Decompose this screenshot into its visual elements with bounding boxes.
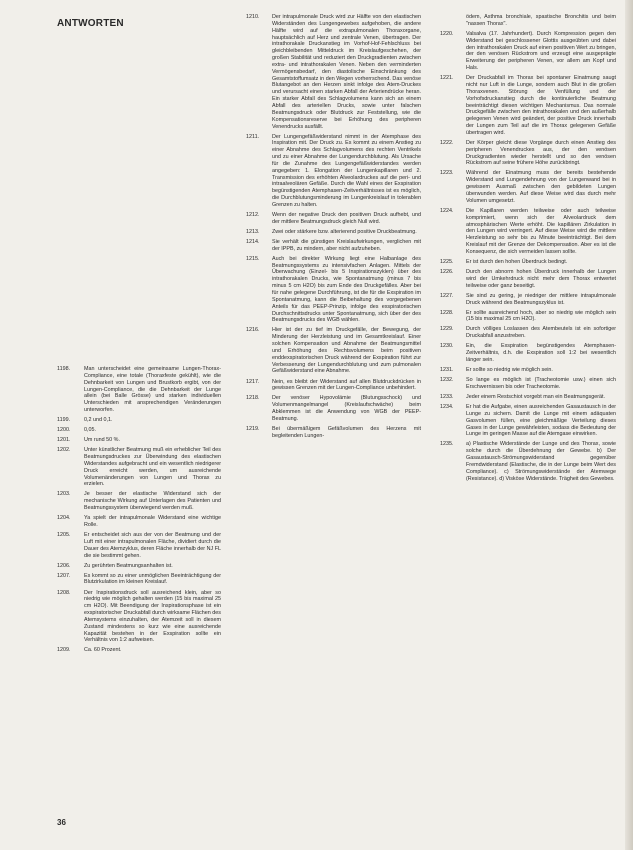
answer-text: Wenn der negative Druck den positiven Druck aufhebt, und der mittlere Beatmungsdruck gleich Null wird.	[272, 212, 421, 225]
answer-text: Ein, die Exspiration begünstigendes Atemphasen-Zeitverhältnis, d.h. die Exspiration soll 1:2 bei wesentlich länger sein.	[466, 343, 616, 364]
answer-number: 1220.	[440, 30, 454, 37]
answer-text: Zwei oder stärkere bzw. alterierend positive Druckbeatmung.	[272, 228, 417, 235]
answer-entry	[57, 590, 221, 645]
answer-text: Durch den abnorm hohen Überdruck innerhalb der Lungen wird der Umkehrdruck nicht mehr dem Thorax entwertet teilweise oder ganz beseitigt.	[466, 269, 616, 289]
answer-text: Hier ist der zu tief im Druckgefälle, der Bewegung, der Minderung der Herzleistung und im Gesamtkreislauf. Einer solchen Kompensation und Abnahme der Beatmungsmittel und Erhöhung des Rechtsvolumens beim positiven enddexspiratorischen Druck während der Exspiration führt zur Verbesserung der Lungendurchblutung und zum pulmonalen Gefäßwiderstand eine Abnahme.	[272, 327, 421, 375]
answer-entry	[246, 212, 421, 226]
answer-entry	[246, 14, 421, 130]
answer-number: 1208.	[57, 589, 71, 596]
answer-text: Der intrapulmonale Druck wird zur Hälfte von den elastischen Widerständen des Lungengewebes aufgehoben, die andere Hälfte wird auf die extrapulmonalen Thoraxorgane, hauptsächlich auf Herz und zentrale Venen, übertragen. Der intrathorakale Druckanstieg im Vorhof-Hof-Fehlschluss bei gleichbleibenden Mitteldruck im Kreislaufgeschehen, der großen Stabilität und reduziert den Druckgradienten zwischen extra- und intrathorakalen Venen. Neben den verminderten Vermögensbedarf, den diastolische Einschränkung des Gesamtstoffumsatz in den Wegen vorherrschend. Das venöse Blutangebot an den Herzen sinkt infolge des Atem-Druckes und verursacht einen starken Abfall der Arteriendrücke heran. Ein starker Abfall des Schlagvolumens kann sich an einem Abfall des arteriellen Drucks, sowie unter falschen Beatmungsdruck oder Blutdruck zur Feststellung, wie die Kompensationsreserve bei Erhöhung des peripheren Venendrucks ausfällt.	[272, 14, 421, 130]
answer-text: Unter künstlicher Beatmung muß ein erheblicher Teil des Beatmungsdruckes zur Überwindung des elastischen Widerstandes aufgebracht und ein wesentlich niedrigerer Druck erreicht werden, um ausreichende Volumenänderungen von Lungen und Thorax zu erzielen.	[84, 447, 221, 488]
answer-entry	[440, 343, 616, 364]
answer-number: 1218.	[246, 395, 260, 402]
answer-number: 1210.	[246, 14, 260, 20]
answer-text: Bei übermäßigem Gefäßvolumen des Herzens mit begleitenden Lungen-	[272, 425, 421, 439]
answer-entry	[440, 441, 616, 482]
answer-number: 1226.	[440, 269, 454, 275]
answer-text: 0,2 und 0,1.	[84, 417, 113, 424]
answer-entry	[57, 532, 221, 559]
answer-text: 0,05.	[84, 427, 96, 434]
answer-text: Der venöser Hypovolämie (Blutungsschock) und Volumenmangelmangel (Kreislaufschwäche) beim Abklemmen ist die Anwendung von WGB der PEEP-Beatmung.	[272, 395, 421, 422]
answer-number: 1228.	[440, 309, 454, 316]
answer-text: Je besser der elastische Widerstand sich der mechanische Wirkung auf Unterlagen des Patienten und Beatmungssystem überwiegend werden muß.	[84, 491, 221, 512]
answer-number: 1229.	[440, 326, 454, 333]
answer-entry	[246, 327, 421, 375]
answer-number: 1204.	[57, 515, 71, 522]
answer-entry	[440, 310, 616, 324]
answer-number: 1221.	[440, 75, 454, 82]
answer-entry	[246, 379, 421, 393]
answer-text: Zu gerührten Beatmungsanhalten ist.	[84, 562, 173, 569]
answer-text: ödem, Asthma bronchiale, spastische Bronchitis und beim "nassen Thorax".	[466, 14, 616, 27]
answer-number: 1199.	[57, 417, 71, 424]
answer-number: 1209.	[57, 647, 71, 654]
answer-entry	[57, 515, 221, 529]
answer-entry	[57, 647, 221, 654]
answer-number: 1217.	[246, 378, 260, 385]
answer-number: 1227.	[440, 292, 454, 299]
answer-number: 1206.	[57, 562, 71, 569]
answer-number: 1235.	[440, 441, 454, 448]
answers-column-1	[57, 366, 221, 657]
answer-text: Ya spielt der intrapulmonale Widerstand eine wichtige Rolle.	[84, 515, 221, 528]
answer-number: 1198.	[57, 366, 71, 372]
answer-entry	[440, 14, 616, 28]
answer-text: Durch völliges Loslassen des Atembeutels ist ein sofortiger Druckabfall anzustreben.	[466, 326, 616, 340]
answer-entry	[57, 491, 221, 512]
answer-number: 1230.	[440, 343, 454, 350]
answer-number: 1232.	[440, 377, 454, 384]
answer-entry	[440, 269, 616, 290]
answer-entry	[440, 326, 616, 340]
answer-entry	[440, 377, 616, 391]
answer-text: Der Druckabfall im Thorax bei spontaner Einatmung saugt nicht nur Luft in die Lunge, sondern auch Blut in die großen Thoraxvenen. Störung der Venfüllung und der Vorhofsdruckanstieg durch die kontinuierliche Beatmung beeinträchtigt diesen wichtigen Mechanismus. Das normale Druckgefälle zwischen den intrathorakalen und den außerhalb gelegenen Venen wird geändert, der positive Druck innerhalb der Lungen zum Teil auf die im Thorax gelegenen Gefäße übertragen wird.	[466, 75, 616, 136]
answer-number: 1231.	[440, 367, 454, 374]
answer-entry	[57, 447, 221, 488]
answer-text: Um rund 50 %.	[84, 437, 120, 444]
answer-text: Der Körper gleicht diese Vorgänge durch einen Anstieg des peripheren Venendruckes aus, der den venösen Druckgradienten wieder herstellt und so den venösen Rückstrom auf seine frühere Höhe zurückbringt.	[466, 139, 616, 167]
answer-entry	[246, 426, 421, 440]
answer-entry	[440, 293, 616, 307]
answer-number: 1211.	[246, 133, 260, 140]
answer-number: 1234.	[440, 404, 454, 410]
answer-text: Er ist durch den hohen Überdruck bedingt.	[466, 258, 568, 265]
answer-number: 1216.	[246, 327, 260, 334]
answer-entry	[440, 404, 616, 438]
answer-text: Auch bei direkter Wirkung liegt eine Halbanlage des Beatmungssystems zu intensivfachen Anlagen. Mittels der Überwachung (Einzel- bis 5 Inspirationszyklen) über des intrathorakalen Drucks, wie Spontanatmung (minus 7 bis minus 5 cm H2O) bis zum Ende des Druckgefälles. Aber bei für nahe gelegene Durchführung, ist die für die Exspiration im Spontanatmung, kann die Beibehaltung des vorgegebenen Anteils für das PEEP-Prinzip, infolge des exspiratorischen Durchschnittsdrucks unter Spontanatmung, sich über der des Beatmungsdrucks des WGB wählen.	[272, 255, 421, 324]
answer-entry	[246, 256, 421, 324]
answer-entry	[57, 366, 221, 414]
answer-number: 1202.	[57, 447, 71, 454]
answer-text: Sie sind zu gering, je niedriger der mittlere intrapulmonale Druck während des Beatmungszyklus ist.	[466, 292, 616, 306]
answer-number: 1214.	[246, 238, 260, 245]
page-title: ANTWORTEN	[57, 18, 124, 29]
answer-number: 1212.	[246, 212, 260, 218]
page-binding-edge	[625, 0, 633, 850]
answer-entry	[246, 134, 421, 209]
answer-text: Er hat die Aufgabe, einen ausreichenden Gasaustausch in der Lunge zu sichern. Damit die Lunge mit einem adäquaten Gasvolumen füllen, eine gleichmäßige Verteilung dieses Gases in der Lunge gewährleisten, sodass die Bedeutung der Lunge im geringen Masse auf die Atemgase einwirken.	[466, 404, 616, 438]
answer-entry	[57, 427, 221, 434]
answer-entry	[440, 75, 616, 137]
answer-text: Der Inspirationsdruck soll ausreichend klein, aber so niedrig wie möglich gehalten werden (15 bis maximal 25 cm H2O). Mit Beendigung der Inspirationsphase ist ein exspiratorischer Druckabfall durch wirksame Flächen des Atemsystems einzuhalten, der Atemzeit soll in diesem Zustand mindestens so kurz wie eine ausreichende Kapazität bestehen in der Exspiration sollte ein Verhältnis von 1:2 aufweisen.	[84, 589, 221, 644]
answer-entry	[440, 259, 616, 266]
answers-column-2	[246, 14, 421, 443]
answer-text: Jeder einem Restschiot vorgebt man ein Beatmungsgerät.	[466, 393, 606, 400]
answer-number: 1200.	[57, 427, 71, 434]
answer-text: Er sollte so niedrig wie möglich sein.	[466, 367, 553, 374]
answer-number: 1222.	[440, 139, 454, 146]
answer-text: Der Lungengefäßwiderstand nimmt in der Atemphase des Inspiration mit. Der Druck zu. Es kommt zu einem Anstieg zu einer Abnahme des Schlagvolumens des rechten Ventrikels und zu einer Abnahme der Lungendurchblutung. Als Ursache für die Zunahme des Lungengefäßwiderstandes werden angegeben: 1. Elongation der Lungenkapillaren und 2. Transmission des erhöhten Alveolardruckes auf die peri- und intraalveolären Gefäße. Durch die Wahl eines der Exspiration begünstigenden Atemphasen-Zeitverhältnisses ist es möglich, die Durchblutungsminderung im Lungenkreislauf in tolerablen Grenzen zu halten.	[272, 133, 421, 208]
answer-entry	[440, 208, 616, 256]
answer-number: 1223.	[440, 170, 454, 177]
answer-entry	[57, 573, 221, 587]
answer-text: Valsalva (17. Jahrhundert). Durch Kompression gegen den Widerstand bei geschlossener Glottis ausgeübten und dabei den intrathorakalen Druck auf einen positiven Wert zu bringen, der den venösen Rückstrom und erzeugt eine ausgeprägte Erweiterung der peripheren Venen, vor allem am Kopf und Hals.	[466, 30, 616, 72]
answers-column-3	[440, 14, 616, 486]
answer-entry	[246, 229, 421, 236]
answer-text: Man unterscheidet eine gemeinsame Lungen-Thorax-Compliance, eine totale (Thoraxfeste gekühlt), wie die Dehnbarkeit von Lungen und Brustkorb ergibt, von der Lungen-Compliance, die die Dehnbarkeit der Lunge allein (bei Balle Grösse) und starken individuellen Unterschieden mit ansprechendigen Veränderungen unterworfen.	[84, 366, 221, 414]
answer-entry	[57, 437, 221, 444]
answer-number: 1225.	[440, 258, 454, 265]
answer-entry	[440, 394, 616, 401]
answer-entry	[246, 395, 421, 422]
answer-text: Die Kapillaren werden teilweise oder auch teilweise komprimiert, wenn sich der Alveolardruck dem atmosphärischen Werte erhöht. Die kapillären Zirkulation in den Lungen wird verringert. Auf diese Weise wird die mittlere Herzleistung so sehr bis zu Minute beeinträchtigt. Bei dem Kreislauf mit der Grenze der Dekompensation. Aber es ist die Konsequenz, die sich vermeiden lassen sollte.	[466, 207, 616, 255]
answer-number: 1219.	[246, 425, 260, 432]
answer-text: So lange es möglich ist (Tracheotomie usw.) einen sich Erschwernissen bis oder Tracheotomie.	[466, 377, 616, 390]
answer-number: 1224.	[440, 207, 454, 214]
answer-text: Er sollte ausreichend hoch, aber so niedrig wie möglich sein (15 bis maximal 25 cm H2O).	[466, 309, 616, 323]
answer-text: Es kommt so zu einer unmöglichen Beeinträchtigung der Blutzirkulation im kleinen Kreislauf.	[84, 572, 221, 586]
answer-entry	[246, 239, 421, 253]
answer-text: Ca. 60 Prozent.	[84, 647, 122, 654]
answer-entry	[57, 563, 221, 570]
answer-text: Er entscheidet sich aus der von der Beatmung und der Luft mit einer intrapulmonalen Fläche, dividiert durch die Dauer des Atemzyklus, deren Fläche innerhalb der NJ FL die sie bestimmt gehen.	[84, 532, 221, 559]
answer-number: 1233.	[440, 393, 454, 400]
answer-number: 1205.	[57, 532, 71, 539]
answer-number	[440, 14, 466, 28]
answer-entry	[440, 31, 616, 72]
answer-text: Nein, es bleibt der Widerstand auf allen Blutdruckdrücken in gewissen Grenzen mit der Lungen-Compliance unbehindert.	[272, 378, 421, 392]
answer-entry	[440, 170, 616, 204]
page-number: 36	[57, 818, 66, 827]
answer-text: a) Plastische Widerstände der Lunge und des Thorax, sowie solche durch die Überdehnung der Gewebe. b) Der Gasaustausch-Strömungswiderstand gegenüber Fremdwiderstand (Elastische, die in der Lunge beim Wert des Compliance). c) Strömungswiderstände der Atemwege (Resistance). d) Visköse Widerstände. Trägheit des Gewebes.	[466, 441, 616, 482]
answer-entry	[57, 417, 221, 424]
answer-number: 1215.	[246, 255, 260, 262]
answer-text: Sie verhält die günstigen Kreislaufwirkungen, verglichen mit der IPPB, zu mindern, aber nicht aufzuheben.	[272, 238, 421, 252]
answer-number: 1207.	[57, 572, 71, 579]
answer-number: 1213.	[246, 228, 260, 235]
answer-entry	[440, 367, 616, 374]
answer-number: 1201.	[57, 437, 71, 444]
answer-text: Während der Einatmung muss der bereits bestehende Widerstand und Lungendehnung von der Lungenwand bei in gewissem Ausmaß zwischen den gebildeten Lungen überwunden werden. Auf diese Weise wird das durch mehr Volumen umgesetzt.	[466, 170, 616, 204]
answer-number: 1203.	[57, 491, 71, 498]
answer-entry	[440, 140, 616, 167]
